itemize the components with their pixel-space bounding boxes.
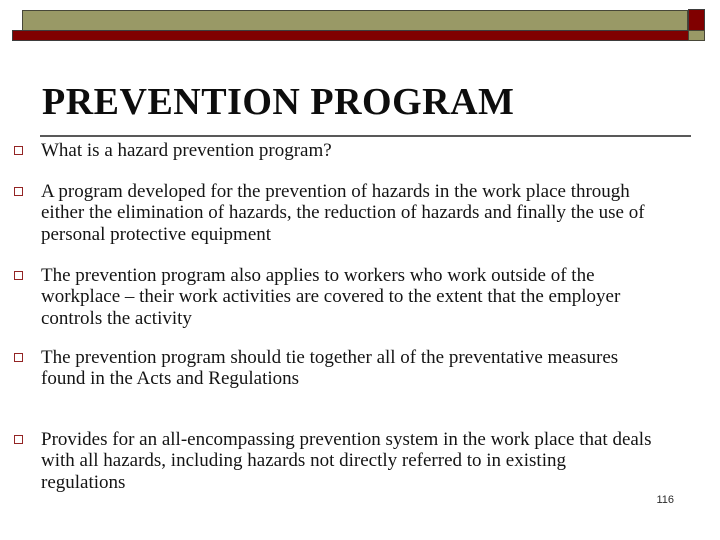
title-underline-rule xyxy=(40,135,691,137)
bullet-text xyxy=(41,140,332,161)
bullet-text xyxy=(41,429,651,493)
bullet-text xyxy=(41,265,620,329)
bullet-item xyxy=(14,181,645,245)
bullet-item xyxy=(14,347,618,390)
bullet-text xyxy=(41,347,618,390)
bullet-line: regulations xyxy=(41,471,126,493)
bullet-line: The prevention program also applies to workers who work outside of the xyxy=(41,265,595,286)
slide-title: PREVENTION PROGRAM xyxy=(42,81,515,123)
bullet-item xyxy=(14,265,620,329)
banner-red-cap xyxy=(688,9,705,31)
bullet-line: The prevention program should tie together all of the preventative measures xyxy=(41,347,619,368)
bullet-line: A program developed for the prevention of hazards in the work place through xyxy=(41,181,630,202)
banner-olive-bar xyxy=(22,10,688,31)
bullet-line: personal protective equipment xyxy=(41,223,272,245)
square-bullet-icon xyxy=(14,146,23,155)
bullet-line: Provides for an all-encompassing prevention system in the work place that deals xyxy=(41,429,652,450)
bullet-line: controls the activity xyxy=(41,307,192,329)
square-bullet-icon xyxy=(14,435,23,444)
page-number: 116 xyxy=(656,494,674,506)
square-bullet-icon xyxy=(14,187,23,196)
bullet-item xyxy=(14,140,332,161)
banner-maroon-bar xyxy=(12,30,689,41)
bullet-line: with all hazards, including hazards not directly referred to in existing xyxy=(41,450,566,472)
square-bullet-icon xyxy=(14,353,23,362)
square-bullet-icon xyxy=(14,271,23,280)
bullet-line: either the elimination of hazards, the reduction of hazards and finally the use of xyxy=(41,202,645,224)
bullet-text xyxy=(41,181,645,245)
banner-olive-cap xyxy=(688,30,705,41)
bullet-line: What is a hazard prevention program? xyxy=(41,140,332,161)
bullet-item xyxy=(14,429,651,493)
bullet-line: workplace – their work activities are covered to the extent that the employer xyxy=(41,286,621,308)
bullet-line: found in the Acts and Regulations xyxy=(41,368,300,390)
